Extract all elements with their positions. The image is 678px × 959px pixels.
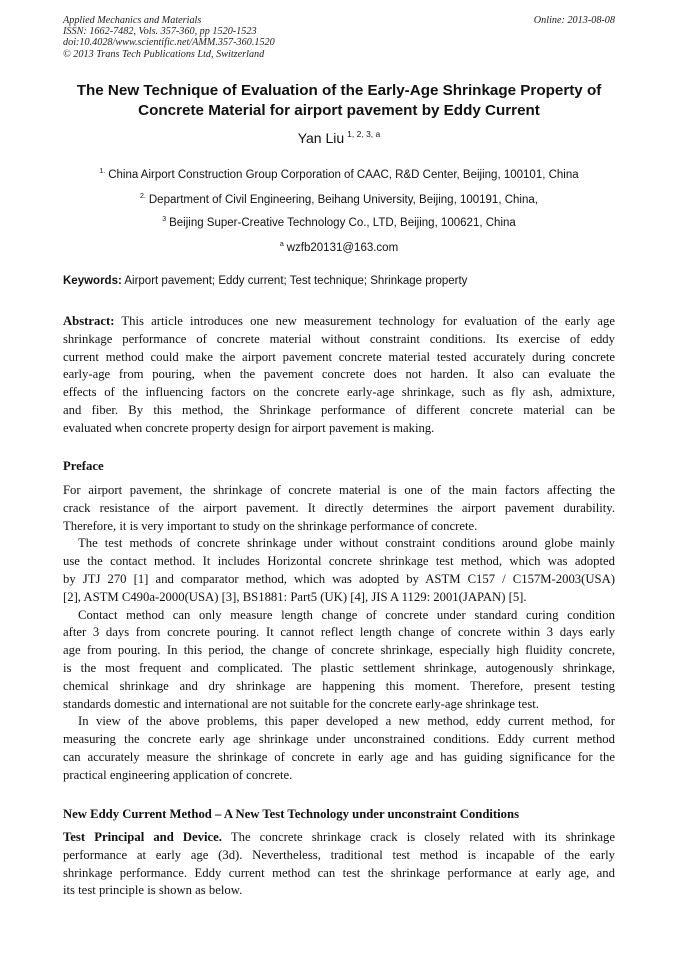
section-2-runin-heading: Test Principal and Device.: [63, 830, 222, 844]
paper-title: [40, 81, 638, 121]
preface-p1-line: Therefore, it is very important to study on the shrinkage performance of concrete.: [63, 518, 478, 533]
preface-p3-line: age from pouring. In this period, the change of concrete shrinkage, especially high fluidity concrete,: [63, 643, 615, 658]
affiliation-3-text: Beijing Super-Creative Technology Co., LTD, Beijing, 100621, China: [169, 217, 516, 229]
affiliation-1-text: China Airport Construction Group Corporation of CAAC, R&D Center, Beijing, 100101, China: [108, 169, 579, 181]
abstract-line: evaluated when concrete property design for airport pavement is making.: [63, 420, 435, 435]
abstract-label: Abstract:: [63, 314, 115, 328]
journal-header: [63, 15, 615, 60]
abstract: [63, 313, 615, 438]
section-2-heading: New Eddy Current Method – A New Test Technology under unconstraint Conditions: [63, 807, 520, 821]
preface-p2-line: by JTJ 270 [1] and comparator method, which was adopted by ASTM C157 / C157M-2003(USA): [63, 571, 615, 586]
section-2-line: shrinkage performance. Eddy current method can test the shrinkage performance at early age, and: [63, 865, 615, 880]
preface-p2-line: The test methods of concrete shrinkage under without constraint conditions around globe mainly: [78, 536, 615, 551]
preface-p3-line: is the most frequent and complicated. The plastic settlement shrinkage, autogenously shrinkage,: [63, 660, 615, 675]
preface-p3-line: after 3 days from concrete pouring. It cannot reflect length change of concrete within 3 days early: [63, 625, 615, 640]
preface-p4-line: In view of the above problems, this paper developed a new method, eddy current method, for: [78, 714, 615, 729]
preface-p1-line: For airport pavement, the shrinkage of concrete material is one of the main factors affecting the: [63, 483, 615, 497]
affiliation-1-mark: 1.: [99, 168, 106, 175]
section-2-line: performance at early age (3d). Nevertheless, traditional test method is incapable of the early: [63, 847, 615, 862]
section-2-line-1: Test Principal and Device. The concrete shrinkage crack is closely related with its shrinkage: [63, 830, 615, 844]
issn-line: ISSN: 1662-7482, Vols. 357-360, pp 1520-1523: [63, 26, 257, 38]
author-line: [0, 125, 678, 147]
abstract-line: current method could make the airport pavement concrete material tested accurately during concrete: [63, 349, 615, 364]
author-name: Yan Liu: [297, 130, 345, 146]
affiliation-3: [0, 213, 678, 230]
preface-heading: Preface: [63, 459, 104, 473]
abstract-line: early-age from pouring, when the pavement concrete does not harden. It also can evaluate the: [63, 367, 615, 382]
abstract-line: shrinkage performance of concrete material without constraint conditions. Its exercise of eddy: [63, 331, 615, 346]
preface-p3-line: standards domestic and international are not suitable for the concrete early-age shrinkage test.: [63, 696, 539, 711]
abstract-line: and fiber. By this method, the Shrinkage performance of different concrete material can be: [63, 402, 615, 417]
title-line-2: Concrete Material for airport pavement by Eddy Current: [138, 102, 540, 119]
affiliation-1: [0, 165, 678, 182]
doi-line[interactable]: doi:10.4028/www.scientific.net/AMM.357-360.1520: [63, 37, 275, 49]
preface-p3-line: chemical shrinkage and dry shrinkage are happening this moment. Therefore, present testing: [63, 678, 615, 693]
preface-p3-line: Contact method can only measure length change of concrete under standard curing condition: [78, 607, 615, 622]
preface-body: [63, 482, 615, 785]
keywords-text: Airport pavement; Eddy current; Test technique; Shrinkage property: [124, 275, 468, 287]
affiliation-2-text: Department of Civil Engineering, Beihang University, Beijing, 100191, China,: [148, 194, 538, 206]
preface-p2-line: use the contact method. It includes Horizontal concrete shrinkage test method, which was adopted: [63, 554, 615, 569]
author-email: [0, 238, 678, 255]
author-superscript: 1, 2, 3, a: [347, 129, 381, 139]
journal-name: Applied Mechanics and Materials: [63, 15, 202, 26]
affiliation-2: [0, 190, 678, 207]
preface-p4-line: measuring the concrete early age shrinkage under unconstrained conditions. Eddy current method: [63, 732, 615, 747]
abstract-line: effects of the influencing factors on the concrete early-age shrinkage, such as fly ash, admixture,: [63, 385, 615, 400]
email-address[interactable]: wzfb20131@163.com: [286, 242, 399, 254]
preface-p1-line: crack resistance of the airport pavement. It directly determines the airport pavement durability.: [63, 500, 615, 515]
abstract-line-1: Abstract: This article introduces one new measurement technology for evaluation of the early age: [63, 314, 615, 328]
copyright-line: © 2013 Trans Tech Publications Ltd, Switzerland: [63, 48, 265, 60]
keywords-label: Keywords:: [63, 275, 122, 287]
preface-p2-line: [2], ASTM C490a-2000(USA) [3], BS1881: Part5 (UK) [4], JIS A 1129: 2001(JAPAN) [5].: [63, 589, 527, 604]
email-mark: a: [279, 241, 284, 248]
section-2-body: [63, 829, 615, 900]
title-line-1: The New Technique of Evaluation of the Early-Age Shrinkage Property of: [76, 82, 602, 99]
affiliation-3-mark: 3: [162, 216, 167, 223]
keywords: [63, 274, 615, 288]
preface-p4-line: practical engineering application of concrete.: [63, 767, 293, 782]
preface-p4-line: can accurately measure the shrinkage of concrete in early age and has guiding significance for the: [63, 749, 615, 764]
online-date: Online: 2013-08-08: [533, 15, 615, 26]
section-2-line: its test principle is shown as below.: [63, 883, 243, 898]
affiliation-2-mark: 2.: [140, 193, 146, 200]
